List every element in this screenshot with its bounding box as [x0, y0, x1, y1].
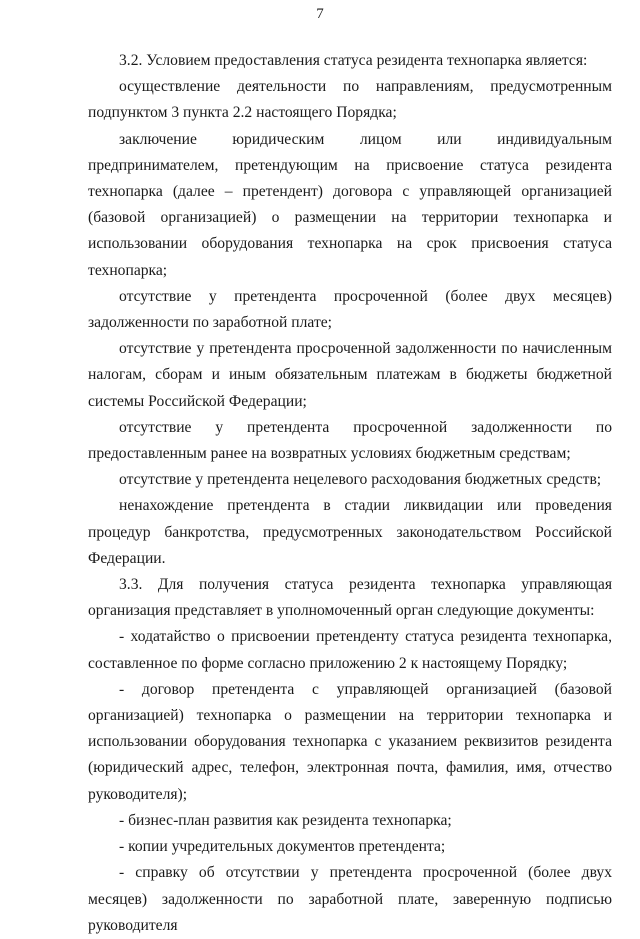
condition-no-tax-debt: отсутствие у претендента просроченной задолженности по начисленным налогам, сборам и иным обязательным платежам в бюджеты бюджетной системы Российской Федерации;: [88, 340, 612, 410]
condition-no-liquidation: ненахождение претендента в стадии ликвидации или проведения процедур банкротства, предусмотренных законодательством Российской Федерации.: [88, 497, 612, 567]
document-petition: - ходатайство о присвоении претенденту статуса резидента технопарка, составленное по форме согласно приложению 2 к настоящему Порядку;: [88, 628, 612, 672]
condition-no-budget-debt: отсутствие у претендента просроченной задолженности по предоставленным ранее на возвратных условиях бюджетным средствам;: [88, 418, 612, 463]
document-wage-certificate: - справку об отсутствии у претендента просроченной (более двух месяцев) задолженности по заработной плате, заверенную подписью руководителя: [88, 864, 612, 934]
paragraph-3-2-heading: 3.2. Условием предоставления статуса резидента технопарка является:: [119, 52, 588, 69]
document-business-plan: - бизнес-план развития как резидента технопарка;: [119, 811, 452, 829]
paragraph-3-3-heading: 3.3. Для получения статуса резидента технопарка управляющая организация представляет в уполномоченный орган следующие документы:: [88, 576, 612, 620]
page-number: 7: [316, 6, 324, 22]
document-body: [88, 48, 612, 939]
condition-contract: заключение юридическим лицом или индивидуальным предпринимателем, претендующим на присвоение статуса резидента технопарка (далее – претендент) договора с управляющей организацией (базовой организацией) о размещении на территории технопарка и использовании оборудования технопарка на срок присвоения статуса технопарка;: [88, 130, 612, 279]
document-contract: - договор претендента с управляющей организацией (базовой организацией) технопарка о размещении на территории технопарка и использовании оборудования технопарка с указанием реквизитов резидента (юридический адрес, телефон, электронная почта, фамилия, имя, отчество руководителя);: [88, 680, 612, 803]
condition-activity: осуществление деятельности по направлениям, предусмотренным подпунктом 3 пункта 2.2 настоящего Порядка;: [88, 78, 612, 122]
condition-no-misuse: отсутствие у претендента нецелевого расходования бюджетных средств;: [119, 471, 602, 489]
condition-no-wage-debt: отсутствие у претендента просроченной (более двух месяцев) задолженности по заработной плате;: [88, 287, 612, 332]
document-charter-copies: - копии учредительных документов претендента;: [119, 838, 446, 856]
